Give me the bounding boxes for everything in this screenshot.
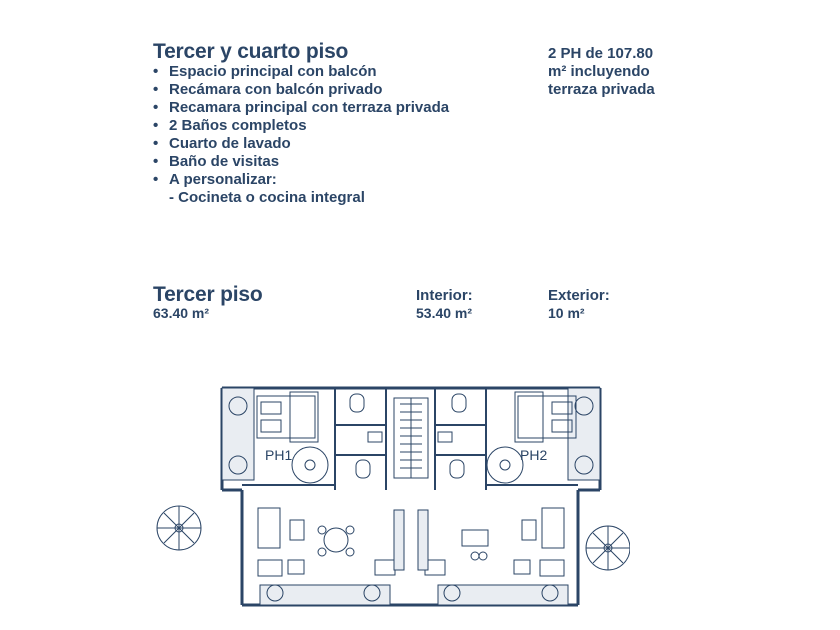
kitchen-counters bbox=[375, 510, 445, 575]
feature-list bbox=[153, 63, 493, 207]
summary-line: 2 PH de 107.80 bbox=[548, 45, 654, 62]
bed-right bbox=[515, 392, 576, 442]
bottom-balcony bbox=[260, 585, 568, 605]
summary-note bbox=[548, 45, 655, 99]
living-furniture-left bbox=[258, 508, 354, 576]
living-furniture-right bbox=[462, 508, 564, 576]
section-title: Tercer y cuarto piso bbox=[153, 40, 349, 63]
exterior-value: 10 m² bbox=[548, 305, 585, 321]
list-item: • 2 Baños completos bbox=[153, 117, 493, 135]
interior-label: Interior: bbox=[416, 287, 473, 304]
floor-plan bbox=[150, 380, 630, 615]
central-stair bbox=[394, 398, 428, 478]
tree-icon bbox=[157, 506, 201, 550]
list-item: • Baño de visitas bbox=[153, 153, 493, 171]
balcony-left-area bbox=[222, 388, 254, 480]
list-item: • Espacio principal con balcón bbox=[153, 63, 493, 81]
summary-line: terraza privada bbox=[548, 81, 655, 98]
bed-left bbox=[257, 392, 318, 442]
exterior-label: Exterior: bbox=[548, 287, 610, 304]
summary-line: m² incluyendo bbox=[548, 63, 650, 80]
floor-title: Tercer piso bbox=[153, 283, 263, 306]
list-item: • Cuarto de lavado bbox=[153, 135, 493, 153]
interior-value: 53.40 m² bbox=[416, 305, 473, 321]
sub-list-item: - Cocineta o cocina integral bbox=[169, 189, 365, 206]
tree-icon bbox=[586, 526, 630, 570]
floor-total-area: 63.40 m² bbox=[153, 305, 210, 321]
spiral-stair-right bbox=[487, 447, 523, 483]
spiral-stair-left bbox=[292, 447, 328, 483]
list-item: • Recámara con balcón privado bbox=[153, 81, 493, 99]
list-item: • Recamara principal con terraza privada bbox=[153, 99, 493, 117]
list-item: • A personalizar: bbox=[153, 171, 493, 189]
interior-walls bbox=[242, 388, 578, 490]
unit-label-left: PH1 bbox=[265, 447, 293, 463]
unit-label-right: PH2 bbox=[520, 447, 548, 463]
balcony-right-area bbox=[568, 388, 600, 480]
